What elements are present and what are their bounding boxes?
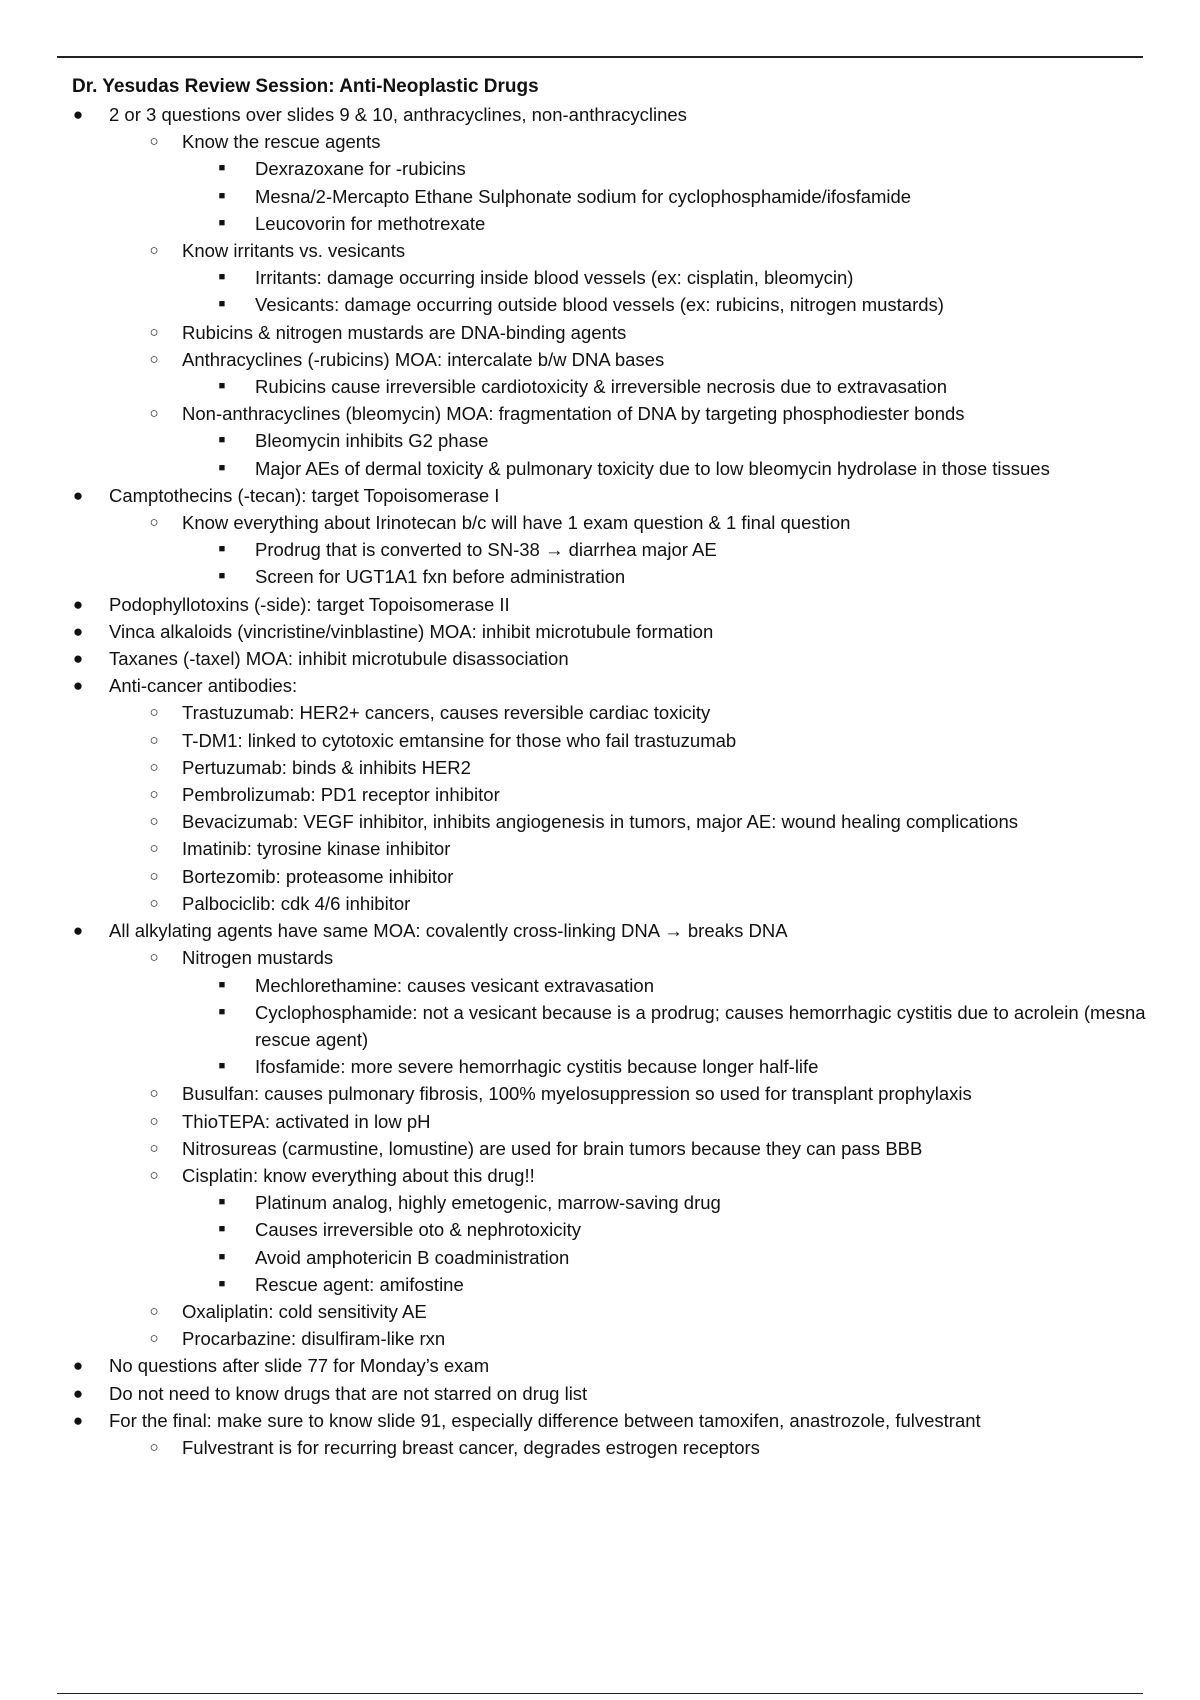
bullet-square-icon: ■ [218, 380, 226, 393]
bullet-square-icon: ■ [218, 298, 226, 311]
list-item [0, 1135, 1200, 1162]
list-item-text: Bevacizumab: VEGF inhibitor, inhibits angiogenesis in tumors, major AE: wound healing complications [182, 811, 1019, 833]
list-item [0, 781, 1200, 808]
list-item-text: No questions after slide 77 for Monday’s exam [109, 1355, 490, 1377]
list-item [0, 1434, 1200, 1461]
list-item [0, 128, 1200, 155]
list-item-text: Know irritants vs. vesicants [182, 240, 406, 262]
list-item-text: T-DM1: linked to cytotoxic emtansine for those who fail trastuzumab [182, 729, 737, 751]
list-item [0, 835, 1200, 862]
bullet-square-icon: ■ [218, 189, 226, 202]
bullet-square-icon: ■ [218, 216, 226, 229]
bullet-square-icon: ■ [218, 570, 226, 583]
bullet-circle-icon: ○ [149, 1302, 159, 1320]
bullet-square-icon: ■ [218, 1196, 226, 1209]
list-item [0, 1380, 1200, 1407]
list-item-text: Busulfan: causes pulmonary fibrosis, 100% myelosuppression so used for transplant prophylaxis [182, 1083, 972, 1105]
list-item-text: Ifosfamide: more severe hemorrhagic cystitis because longer half-life [255, 1056, 819, 1078]
bullet-dot-icon: ● [72, 676, 84, 696]
list-item-text: Mesna/2-Mercapto Ethane Sulphonate sodium for cyclophosphamide/ifosfamide [255, 185, 912, 207]
list-item [0, 400, 1200, 427]
list-item [0, 237, 1200, 264]
list-item-text: Nitrogen mustards [182, 947, 334, 969]
bullet-square-icon: ■ [218, 1223, 226, 1236]
bullet-circle-icon: ○ [149, 1330, 159, 1348]
list-item-text: Vesicants: damage occurring outside blood vessels (ex: rubicins, nitrogen mustards) [255, 294, 944, 316]
list-item-text: Cisplatin: know everything about this drug!! [182, 1164, 535, 1186]
list-item [0, 863, 1200, 890]
bullet-dot-icon: ● [72, 1383, 84, 1403]
list-item-text: ThioTEPA: activated in low pH [182, 1110, 431, 1132]
bullet-circle-icon: ○ [149, 704, 159, 722]
bullet-circle-icon: ○ [149, 1085, 159, 1103]
list-item [0, 373, 1200, 400]
bullet-square-icon: ■ [218, 271, 226, 284]
bullet-square-icon: ■ [218, 1277, 226, 1290]
bullet-circle-icon: ○ [149, 1112, 159, 1130]
bullet-circle-icon: ○ [149, 894, 159, 912]
notes-outline [0, 101, 1200, 1461]
list-item-text: Prodrug that is converted to SN-38 → diarrhea major AE [255, 539, 717, 561]
bottom-rule [57, 1693, 1143, 1694]
bullet-circle-icon: ○ [149, 405, 159, 423]
list-item-text: All alkylating agents have same MOA: covalently cross-linking DNA → breaks DNA [109, 920, 788, 942]
list-item-text: Non-anthracyclines (bleomycin) MOA: fragmentation of DNA by targeting phosphodiester bonds [182, 403, 965, 425]
list-item-text: Know everything about Irinotecan b/c will have 1 exam question & 1 final question [182, 512, 851, 534]
list-item [0, 727, 1200, 754]
bullet-square-icon: ■ [218, 978, 226, 991]
list-item [0, 1189, 1200, 1216]
list-item [0, 346, 1200, 373]
list-item-text: Causes irreversible oto & nephrotoxicity [255, 1219, 581, 1241]
list-item [0, 999, 1170, 1053]
bullet-square-icon: ■ [218, 543, 226, 556]
list-item [0, 1162, 1200, 1189]
bullet-circle-icon: ○ [149, 840, 159, 858]
bullet-square-icon: ■ [218, 162, 226, 175]
list-item-text: Irritants: damage occurring inside blood vessels (ex: cisplatin, bleomycin) [255, 267, 854, 289]
document-title: Dr. Yesudas Review Session: Anti-Neoplastic Drugs [72, 76, 539, 97]
list-item [0, 1407, 1200, 1434]
bullet-circle-icon: ○ [149, 323, 159, 341]
list-item-text: Screen for UGT1A1 fxn before administration [255, 566, 626, 588]
list-item-text: Nitrosureas (carmustine, lomustine) are used for brain tumors because they can pass BBB [182, 1137, 923, 1159]
list-item-text: Bortezomib: proteasome inhibitor [182, 865, 454, 887]
list-item [0, 645, 1200, 672]
list-item [0, 1352, 1200, 1379]
list-item [0, 427, 1200, 454]
bullet-square-icon: ■ [218, 461, 226, 474]
list-item-text: Mechlorethamine: causes vesicant extravasation [255, 974, 654, 996]
bullet-circle-icon: ○ [149, 786, 159, 804]
list-item [0, 1216, 1200, 1243]
bullet-circle-icon: ○ [149, 813, 159, 831]
list-item-text: Do not need to know drugs that are not starred on drug list [109, 1382, 588, 1404]
list-item [0, 917, 1200, 944]
list-item [0, 482, 1200, 509]
list-item [0, 1244, 1200, 1271]
list-item [0, 319, 1200, 346]
bullet-square-icon: ■ [218, 1250, 226, 1263]
list-item [0, 890, 1200, 917]
bullet-square-icon: ■ [218, 434, 226, 447]
list-item-text: Anti-cancer antibodies: [109, 675, 298, 697]
list-item-text: Bleomycin inhibits G2 phase [255, 430, 489, 452]
list-item [0, 808, 1200, 835]
list-item [0, 944, 1200, 971]
bullet-circle-icon: ○ [149, 867, 159, 885]
list-item [0, 563, 1200, 590]
list-item-text: Platinum analog, highly emetogenic, marrow-saving drug [255, 1192, 721, 1214]
bullet-circle-icon: ○ [149, 133, 159, 151]
list-item [0, 1053, 1200, 1080]
list-item [0, 291, 1200, 318]
bullet-circle-icon: ○ [149, 514, 159, 532]
list-item [0, 210, 1200, 237]
list-item-text: Podophyllotoxins (-side): target Topoisomerase II [109, 593, 510, 615]
bullet-dot-icon: ● [72, 1356, 84, 1376]
list-item [0, 155, 1200, 182]
list-item-text: Rubicins & nitrogen mustards are DNA-binding agents [182, 321, 627, 343]
list-item [0, 101, 1200, 128]
list-item [0, 1271, 1200, 1298]
bullet-circle-icon: ○ [149, 1166, 159, 1184]
list-item-text: Pertuzumab: binds & inhibits HER2 [182, 756, 471, 778]
bullet-circle-icon: ○ [149, 1438, 159, 1456]
list-item [0, 1298, 1200, 1325]
list-item-text: Know the rescue agents [182, 131, 381, 153]
list-item-text: Oxaliplatin: cold sensitivity AE [182, 1300, 427, 1322]
bullet-dot-icon: ● [72, 649, 84, 669]
list-item-text: 2 or 3 questions over slides 9 & 10, anthracyclines, non-anthracyclines [109, 104, 687, 125]
top-rule [57, 56, 1143, 58]
list-item-text: Leucovorin for methotrexate [255, 212, 486, 234]
list-item-text: Fulvestrant is for recurring breast cancer, degrades estrogen receptors [182, 1436, 760, 1458]
bullet-square-icon: ■ [218, 1060, 226, 1073]
list-item [0, 972, 1200, 999]
list-item [0, 1325, 1200, 1352]
list-item [0, 1108, 1200, 1135]
list-item-text: Vinca alkaloids (vincristine/vinblastine) MOA: inhibit microtubule formation [109, 620, 714, 642]
list-item [0, 264, 1200, 291]
list-item-text: Imatinib: tyrosine kinase inhibitor [182, 838, 451, 860]
list-item [0, 183, 1200, 210]
bullet-circle-icon: ○ [149, 242, 159, 260]
list-item-text: Trastuzumab: HER2+ cancers, causes reversible cardiac toxicity [182, 702, 711, 724]
list-item-text: Major AEs of dermal toxicity & pulmonary toxicity due to low bleomycin hydrolase in those tissues [255, 457, 1050, 479]
bullet-dot-icon: ● [72, 921, 84, 941]
list-item-text: Rubicins cause irreversible cardiotoxicity & irreversible necrosis due to extravasation [255, 376, 947, 398]
bullet-dot-icon: ● [72, 485, 84, 505]
list-item-text: Rescue agent: amifostine [255, 1273, 464, 1295]
bullet-square-icon: ■ [218, 1005, 226, 1018]
list-item-text: Taxanes (-taxel) MOA: inhibit microtubule disassociation [109, 648, 569, 670]
list-item-text: Avoid amphotericin B coadministration [255, 1246, 570, 1268]
list-item [0, 618, 1200, 645]
list-item [0, 754, 1200, 781]
list-item-text: Camptothecins (-tecan): target Topoisomerase I [109, 484, 500, 506]
bullet-dot-icon: ● [72, 621, 84, 641]
bullet-dot-icon: ● [72, 105, 84, 124]
bullet-circle-icon: ○ [149, 350, 159, 368]
list-item [0, 509, 1200, 536]
list-item-text: Pembrolizumab: PD1 receptor inhibitor [182, 784, 500, 806]
list-item [0, 1080, 1200, 1107]
bullet-circle-icon: ○ [149, 949, 159, 967]
bullet-circle-icon: ○ [149, 758, 159, 776]
list-item-text: Cyclophosphamide: not a vesicant because is a prodrug; causes hemorrhagic cystitis due to acrolein (mesna rescue agent) [255, 1001, 1146, 1050]
list-item [0, 672, 1200, 699]
bullet-dot-icon: ● [72, 1410, 84, 1430]
bullet-circle-icon: ○ [149, 1139, 159, 1157]
list-item-text: Anthracyclines (-rubicins) MOA: intercalate b/w DNA bases [182, 348, 665, 370]
list-item-text: Dexrazoxane for -rubicins [255, 158, 466, 180]
list-item [0, 536, 1200, 563]
list-item-text: Palbociclib: cdk 4/6 inhibitor [182, 892, 411, 914]
list-item [0, 699, 1200, 726]
list-item-text: Procarbazine: disulfiram-like rxn [182, 1328, 446, 1350]
list-item [0, 455, 1200, 482]
list-item-text: For the final: make sure to know slide 91, especially difference between tamoxifen, anastrozole, fulvestrant [109, 1409, 981, 1431]
bullet-dot-icon: ● [72, 594, 84, 614]
list-item [0, 591, 1200, 618]
bullet-circle-icon: ○ [149, 731, 159, 749]
